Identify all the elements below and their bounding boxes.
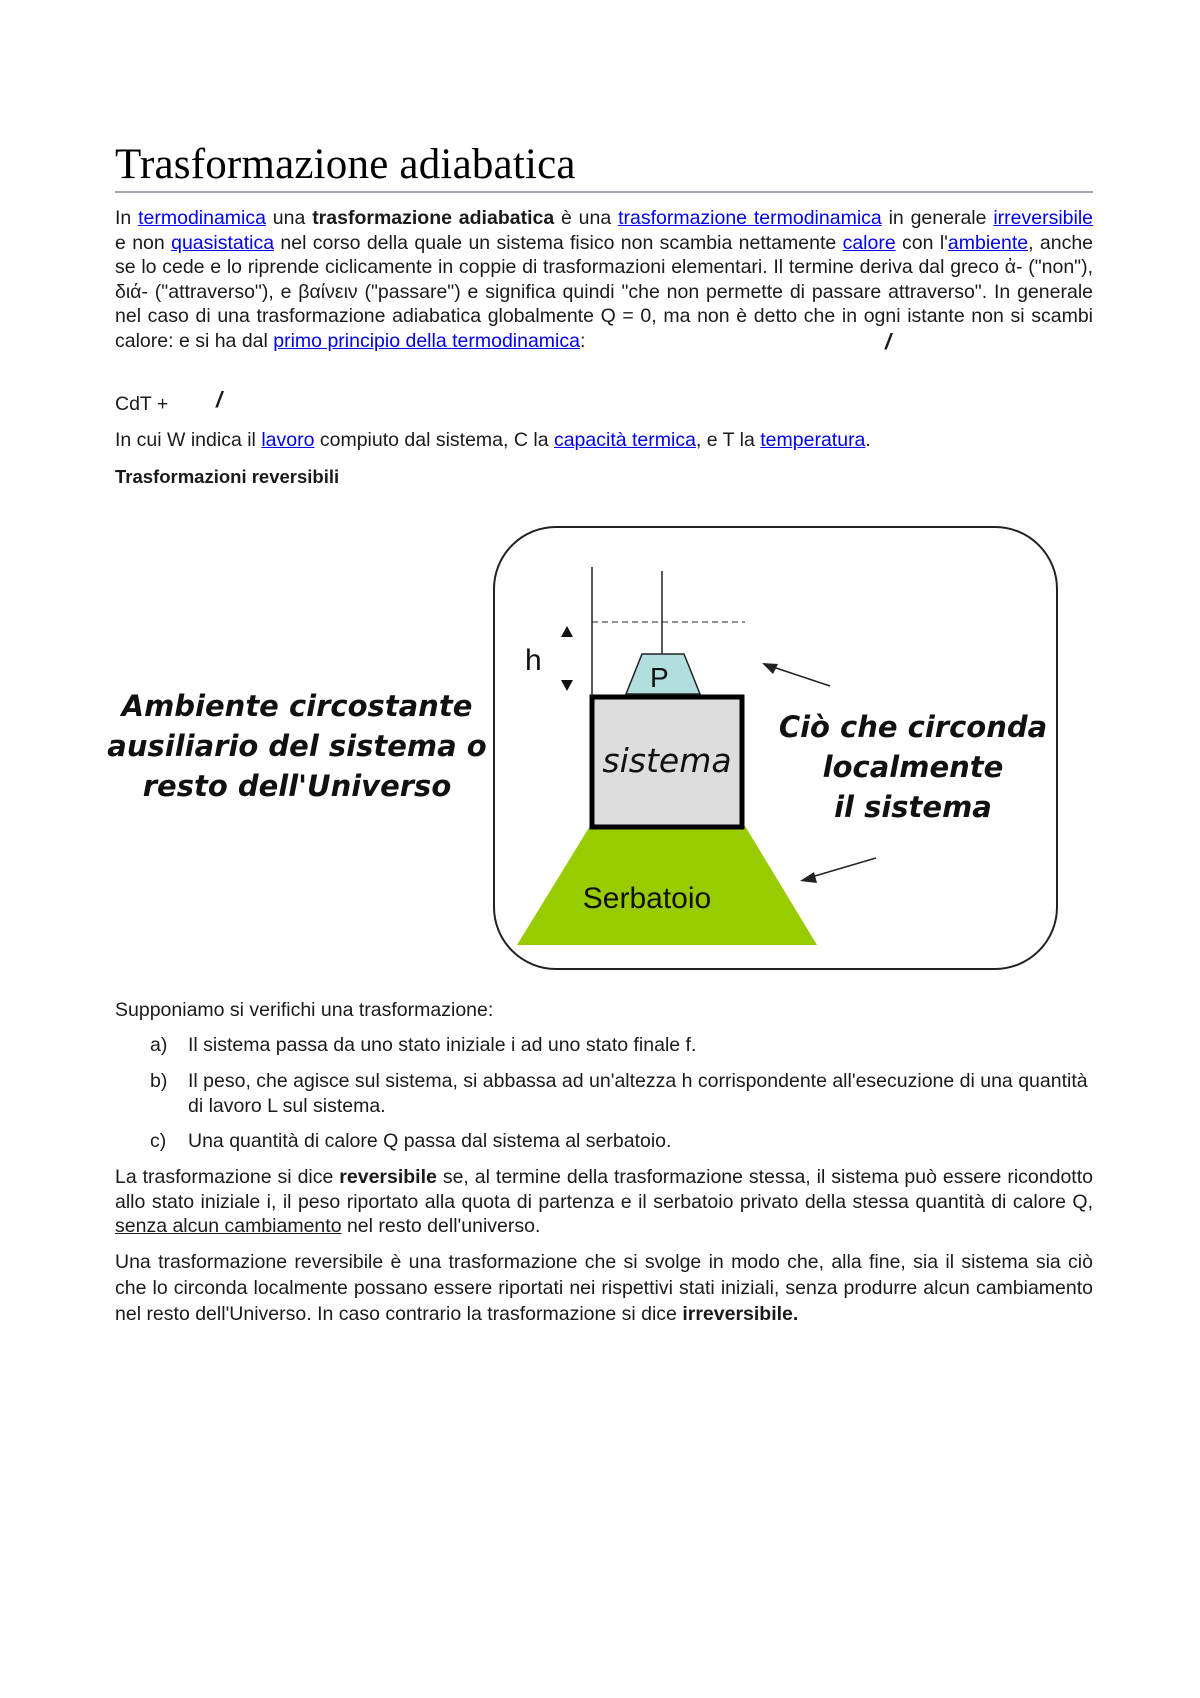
- list-text: Il peso, che agisce sul sistema, si abbassa ad un'altezza h corrispondente all'esecuzione di una quantità di lavoro L sul sistema.: [188, 1070, 1088, 1117]
- link-primo-principio[interactable]: primo principio della termodinamica: [273, 329, 580, 352]
- bold-term: trasformazione adiabatica: [312, 207, 555, 229]
- left-caption-line-2: ausiliario del sistema o: [107, 729, 487, 763]
- where-text: compiuto dal sistema, C la: [314, 429, 554, 451]
- link-quasistatica[interactable]: quasistatica: [171, 231, 275, 254]
- final-text: Una trasformazione reversibile è una trasformazione che si svolge in modo che, alla fine, sia il sistema sia ciò che lo circonda localmente possano essere riportati nei rispettivi stati iniziali, senza produrre alcun cambiamento nel resto dell'Universo. In caso contrario la trasformazione si dice: [115, 1251, 1093, 1325]
- link-temperatura[interactable]: temperatura: [760, 429, 866, 451]
- link-termodinamica[interactable]: termodinamica: [138, 207, 266, 229]
- link-capacita-termica[interactable]: capacità termica: [553, 429, 696, 451]
- right-caption-line-3: il sistema: [834, 790, 992, 824]
- right-caption-line-1: Ciò che circonda: [778, 710, 1048, 744]
- arrow-to-piston-line: [770, 666, 830, 686]
- suppose-paragraph: Supponiamo si verifichi una trasformazione:: [115, 999, 494, 1021]
- intro-text: e non: [115, 231, 172, 254]
- intro-text: nel corso della quale un sistema fisico non scambia nettamente: [274, 231, 843, 254]
- link-calore[interactable]: calore: [842, 231, 896, 254]
- arrow-down-icon: [561, 680, 573, 691]
- formula-glyph-overlay: /: [885, 329, 892, 354]
- right-caption-line-2: localmente: [822, 750, 1004, 784]
- intro-text: in generale: [881, 207, 994, 229]
- intro-text: una: [265, 207, 313, 229]
- intro-text: è una: [554, 207, 619, 229]
- arrow-up-icon: [561, 626, 573, 637]
- where-text: .: [865, 429, 871, 451]
- h-label: h: [525, 644, 542, 677]
- list-marker: c): [150, 1130, 167, 1152]
- link-ambiente[interactable]: ambiente: [947, 231, 1029, 254]
- intro-text: :: [579, 329, 586, 352]
- system-label: sistema: [602, 741, 732, 780]
- arrow-to-reservoir-line: [808, 858, 876, 878]
- formula-glyph: /: [216, 387, 223, 412]
- list-marker: b): [150, 1070, 168, 1092]
- def-text: nel resto dell'universo.: [341, 1215, 541, 1237]
- where-text: In cui W indica il: [115, 429, 262, 451]
- link-lavoro[interactable]: lavoro: [261, 429, 315, 451]
- left-caption-line-3: resto dell'Universo: [142, 769, 452, 803]
- intro-text: In: [115, 207, 139, 229]
- formula-text: CdT +: [115, 393, 169, 415]
- def-text: se, al termine della trasformazione stessa, il sistema può essere ricondotto allo stato iniziale i, il peso riportato alla quota di partenza e il serbatoio privato della stessa quantità di calore Q,: [115, 1166, 1093, 1213]
- intro-text: , anche se lo cede e lo riprende ciclicamente in coppie di trasformazioni elementari. Il termine deriva dal greco ἀ- ("non"), διά- ("attraverso"), e βαίνειν ("passare") e significa quindi "che non permette di passare attraverso". In generale nel caso di una trasformazione adiabatica globalmente Q = 0, ma non è detto che in ogni istante non si scambi calore: e si ha dal: [115, 231, 1094, 352]
- arrow-to-piston-icon: [762, 663, 778, 674]
- bold-term: reversibile: [339, 1166, 437, 1188]
- link-irreversibile[interactable]: irreversibile: [993, 207, 1094, 229]
- reservoir-label: Serbatoio: [582, 882, 712, 915]
- p-label: P: [650, 662, 669, 693]
- final-paragraph: [115, 1249, 1093, 1327]
- list-text: Una quantità di calore Q passa dal sistema al serbatoio.: [188, 1130, 672, 1152]
- where-text: , e T la: [695, 429, 761, 451]
- list-text: Il sistema passa da uno stato iniziale i ad uno stato finale f.: [188, 1034, 697, 1056]
- arrow-to-reservoir-icon: [800, 872, 817, 883]
- section-heading: Trasformazioni reversibili: [115, 466, 340, 487]
- reversible-definition: [115, 1165, 1093, 1239]
- left-caption-line-1: Ambiente circostante: [121, 689, 473, 723]
- intro-text: con l': [895, 231, 948, 254]
- page-title: Trasformazione adiabatica: [115, 141, 576, 188]
- def-text: La trasformazione si dice: [115, 1166, 340, 1188]
- link-trasformazione-termodinamica[interactable]: trasformazione termodinamica: [618, 207, 882, 229]
- bold-term: irreversibile.: [682, 1303, 799, 1325]
- list-marker: a): [150, 1034, 168, 1056]
- underlined-phrase: senza alcun cambiamento: [115, 1215, 342, 1237]
